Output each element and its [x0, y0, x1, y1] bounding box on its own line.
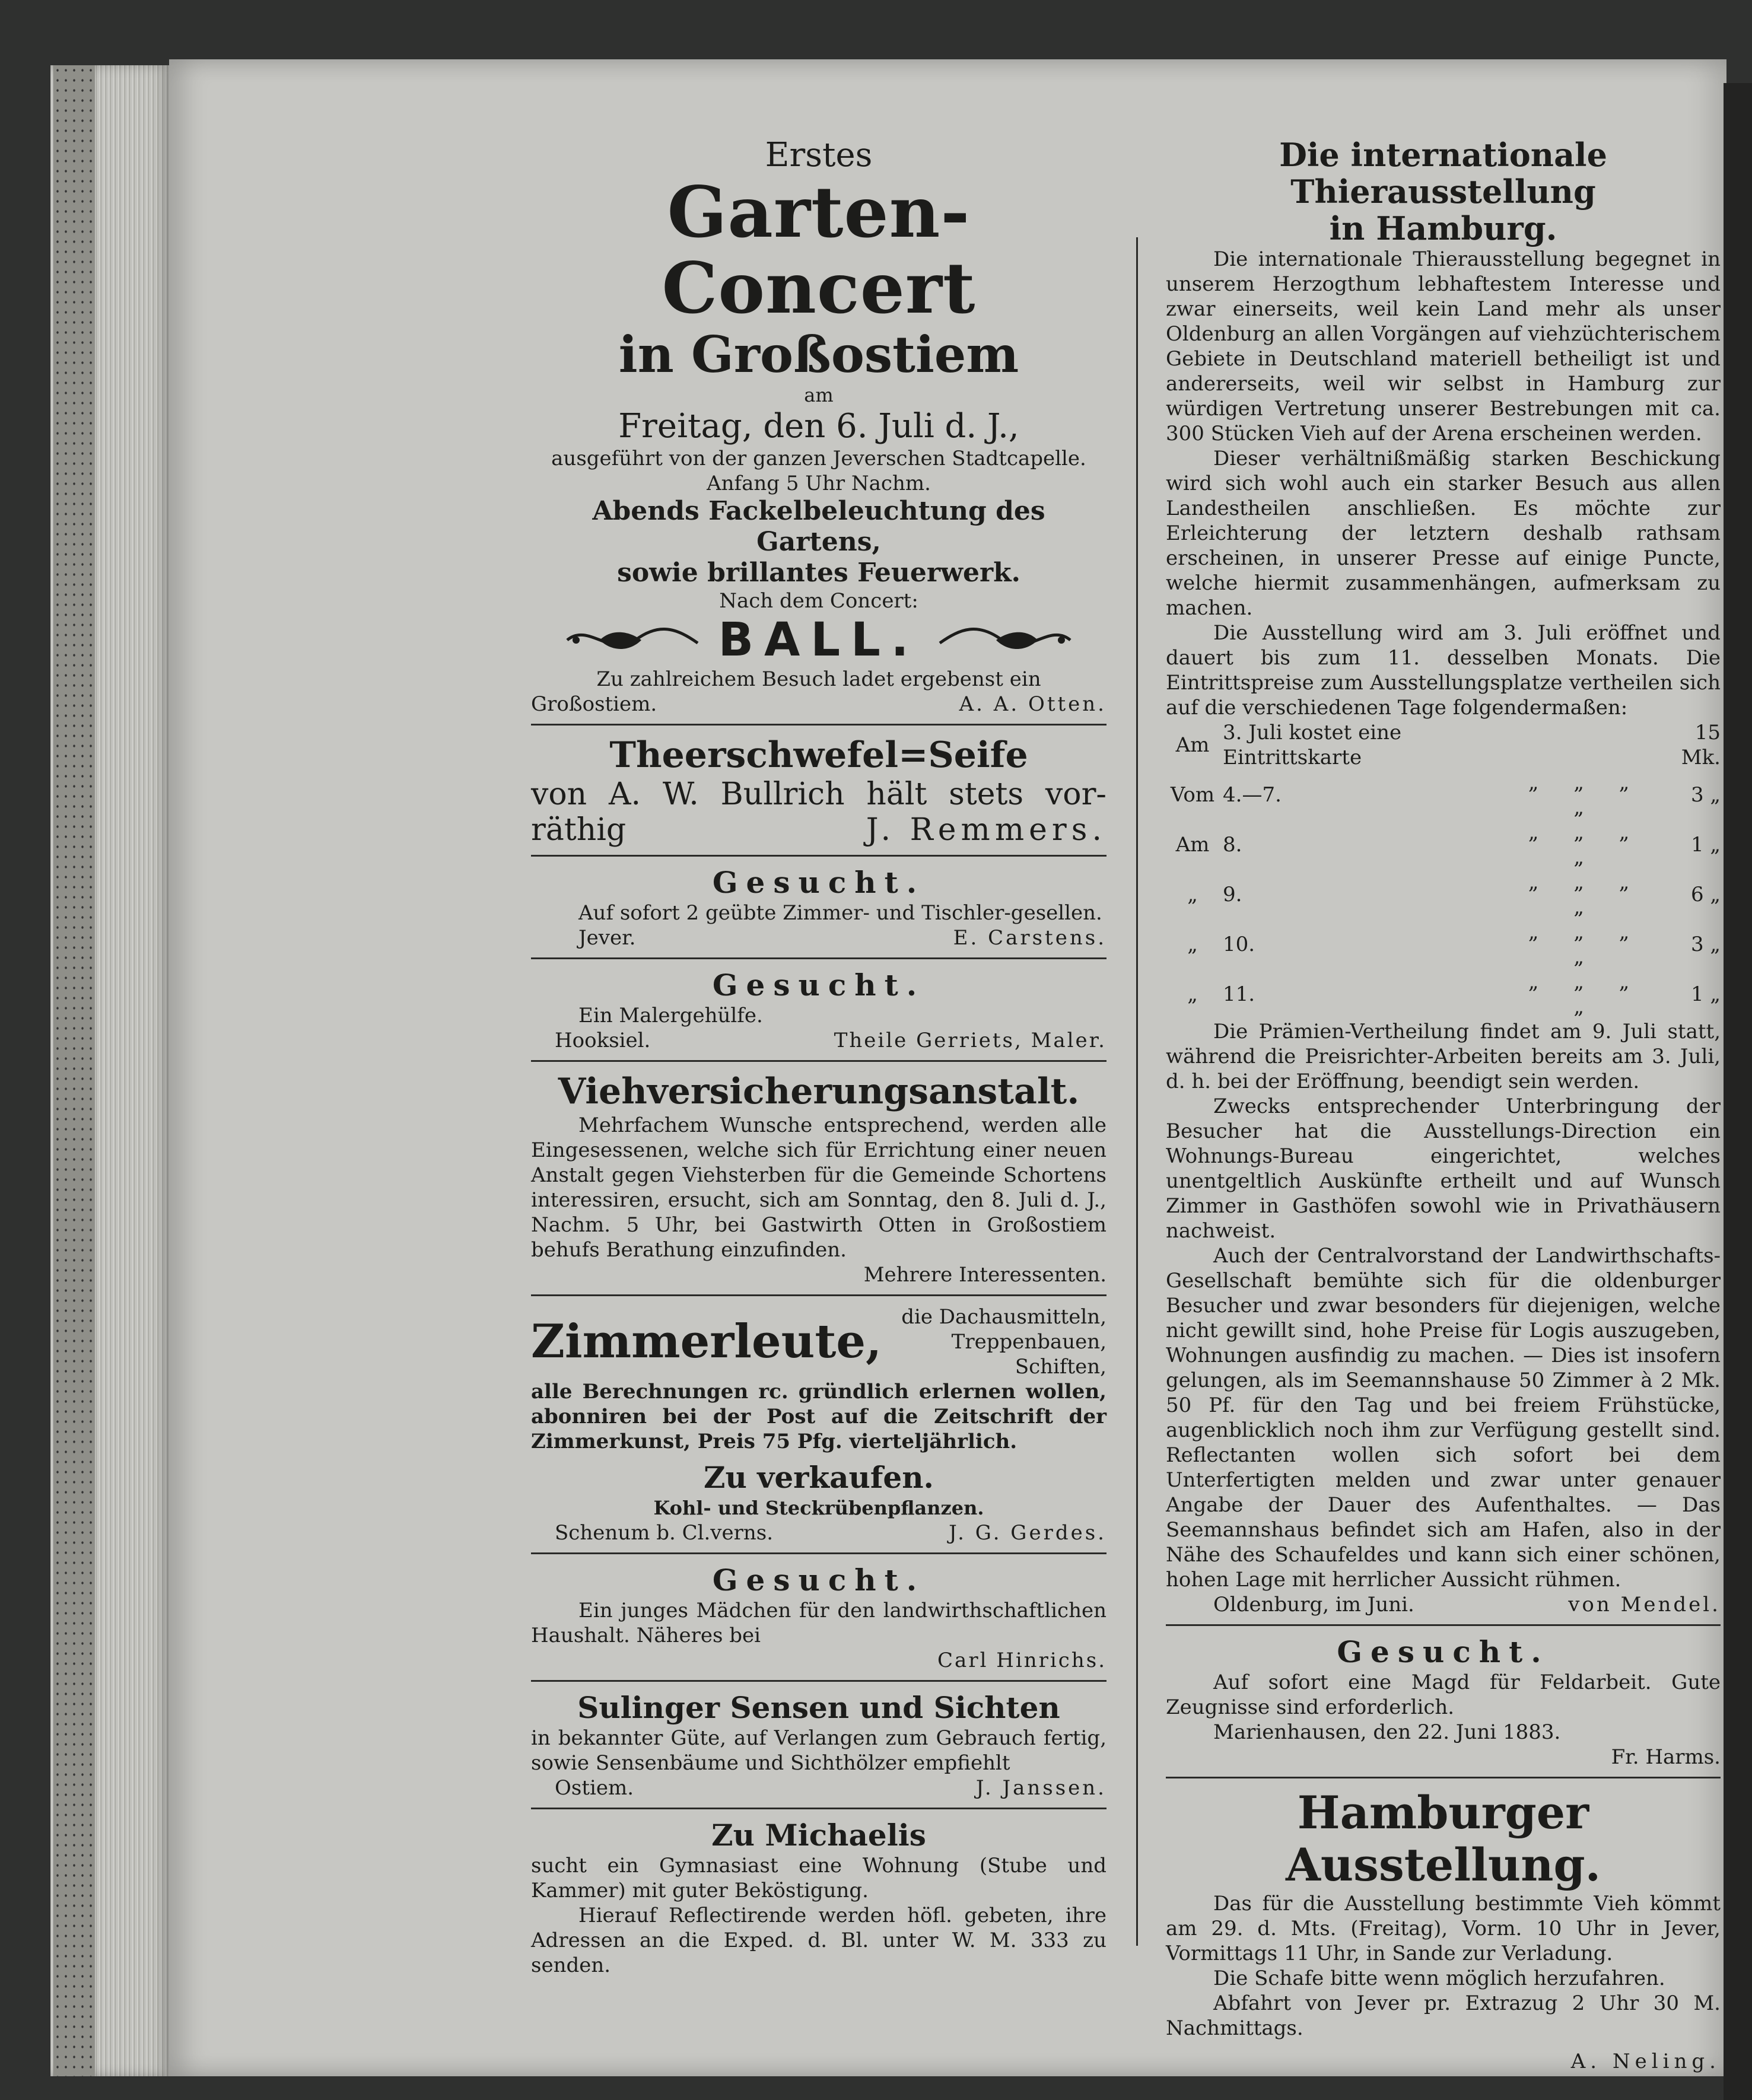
ad-gesucht-2: [531, 968, 1106, 1053]
ad-signature: J. Remmers.: [866, 812, 1106, 848]
ad-title: Viehversicherungsanstalt.: [558, 1071, 1080, 1112]
ad-place: in Großostiem: [618, 325, 1019, 384]
price-day: 10.: [1223, 933, 1255, 956]
ad-signature: Carl Hinrichs.: [937, 1649, 1106, 1672]
ad-invite: Zu zahlreichem Besuch ladet ergebenst ein: [596, 667, 1041, 691]
divider: [531, 1808, 1106, 1809]
price-prefix: Am: [1175, 833, 1210, 857]
ad-text: räthig: [531, 812, 627, 848]
ad-text: Kohl- und Steckrübenpflanzen.: [653, 1497, 984, 1519]
ad-title: Garten-Concert: [662, 171, 976, 329]
ad-title: Gesucht.: [712, 968, 926, 1003]
price-prefix: Am: [1175, 733, 1210, 757]
price-row: [1166, 870, 1721, 919]
ad-signature: Theile Gerriets, Maler.: [834, 1029, 1106, 1052]
ad-location: Schenum b. Cl.verns.: [555, 1521, 774, 1545]
ad-location: Hooksiel.: [555, 1029, 651, 1052]
ad-title: Zimmerleute,: [531, 1315, 882, 1369]
ad-footer: [531, 1776, 1106, 1800]
divider: [1166, 1624, 1721, 1626]
ad-line-1: von A. W. Bullrich hält stets vor-: [531, 777, 1106, 812]
ad-text: Mehrfachem Wunsche entsprechend, werden alle Eingesessenen, welche sich für Errichtung einer neuen Anstalt gegen Viehsterben für die Gemeinde Schortens interessiren, ersucht, sich am Sonntag, den 8. Juli d. J., Nachm. 5 Uhr, bei Gastwirth Otten in Großostiem behufs Berathung einzufinden.: [531, 1113, 1106, 1262]
price-prefix: „: [1187, 933, 1198, 956]
ad-evening-2: sowie brillantes Feuerwerk.: [617, 558, 1020, 588]
ad-title: Sulinger Sensen und Sichten: [577, 1690, 1060, 1725]
divider: [531, 724, 1106, 726]
ball-ornament: [531, 613, 1106, 667]
price-row: [1166, 720, 1721, 770]
ad-zu-verkaufen: [531, 1460, 1106, 1545]
ad-title: Gesucht.: [712, 865, 926, 900]
ad-text-1: Das für die Ausstellung bestimmte Vieh kömmt am 29. d. Mts. (Freitag), Vorm. 10 Uhr in Jever, Vormittags 11 Uhr, in Sande zur Verladung.: [1166, 1892, 1721, 1965]
article-title-2: in Hamburg.: [1329, 209, 1557, 247]
price-ditto: „ „ „ „: [1528, 920, 1644, 969]
ad-title: Gesucht.: [712, 1563, 926, 1598]
article-paragraph: Die internationale Thierausstellung begegnet in unserem Herzogthum lebhaftestem Interesse und zwar einerseits, weil kein Land mehr als unser Oldenburg an allen Vorgängen auf viehzüchterischem Gebiete in Deutschland materiell betheiligt ist und andererseits, weil wir selbst in Hamburg zur würdigen Vertretung unserer Bestrebungen mit ca. 300 Stücken Vieh auf der Arena erscheinen werden.: [1166, 247, 1721, 446]
article-paragraph: Auch der Centralvorstand der Landwirthschafts-Gesellschaft bemühte sich für die oldenburger Besucher und zwar besonders für diejenigen, welche nicht gewillt sind, hohe Preise für Logis auszugeben, Wohnungen ausfindig zu machen. — Dies ist insofern gelungen, als im Seemannshause 50 Zimmer à 2 Mk. 50 Pf. für den Tag und bei freiem Frühstücke, augenblicklich noch ihm zur Verfügung gestellt sind. Reflectanten wollen sich sofort bei dem Unterfertigten melden und zwar unter genauer Angabe der Dauer des Aufenthaltes. — Das Seemannshaus befindet sich am Hafen, also in der Nähe des Schaufeldes und kann sich einer schönen, hohen Lage mit herrlicher Aussicht rühmen.: [1166, 1244, 1721, 1592]
ad-header: [531, 1304, 1106, 1379]
ad-text-2: Die Schafe bitte wenn möglich herzufahren.: [1213, 1967, 1665, 1990]
ad-zimmerleute: [531, 1304, 1106, 1454]
ad-title: Hamburger Ausstellung.: [1285, 1786, 1601, 1891]
flourish-left-icon: [564, 616, 701, 664]
ad-footer: [531, 1520, 1106, 1545]
price-prefix: Vom: [1170, 783, 1215, 807]
price-day: 11.: [1223, 982, 1255, 1006]
ad-signature: A. Neling.: [1570, 2050, 1721, 2073]
ad-text: alle Berechnungen rc. gründlich erlernen wollen, abonniren bei der Post auf die Zeitschrift der Zimmerkunst, Preis 75 Pfg. vierteljährlich.: [531, 1380, 1106, 1453]
price-value: 1 „: [1690, 833, 1721, 857]
article-title-1: Die internationale Thierausstellung: [1279, 136, 1607, 211]
ad-garten-concert: [531, 136, 1106, 717]
ad-line-2: [531, 812, 1106, 848]
book-spine-edge: [53, 65, 95, 2076]
price-row: [1166, 820, 1721, 870]
ad-text-1: sucht ein Gymnasiast eine Wohnung (Stube und Kammer) mit guter Beköstigung.: [531, 1854, 1106, 1902]
ad-location: Marienhausen, den 22. Juni 1883.: [1213, 1720, 1561, 1744]
ad-viehversicherung: [531, 1070, 1106, 1287]
ad-location: Großostiem.: [531, 692, 657, 716]
price-value: 3 „: [1690, 783, 1721, 807]
left-column: [531, 136, 1106, 1978]
ad-text: in bekannter Güte, auf Verlangen zum Gebrauch fertig, sowie Sensenbäume und Sichthölzer empfiehlt: [531, 1726, 1106, 1775]
ad-footer: [531, 1028, 1106, 1053]
ad-title: Zu Michaelis: [711, 1818, 926, 1853]
price-day: 9.: [1223, 883, 1242, 906]
ad-signature: A. A. Otten.: [959, 692, 1106, 716]
price-row: [1166, 919, 1721, 969]
price-ditto: „ „ „ „: [1528, 870, 1644, 919]
ad-signature: J. G. Gerdes.: [949, 1521, 1106, 1545]
ad-seife: [531, 734, 1106, 848]
price-value: 3 „: [1690, 933, 1721, 956]
ad-side-text: die Dachausmitteln, Treppenbauen, Schiften,: [901, 1305, 1106, 1379]
ad-title: Theerschwefel=Seife: [609, 734, 1028, 776]
divider: [531, 957, 1106, 959]
flourish-right-icon: [937, 616, 1073, 664]
right-shadow: [1724, 83, 1752, 2100]
divider: [531, 1680, 1106, 1682]
ad-title: Gesucht.: [1337, 1634, 1550, 1669]
price-ditto: „ „ „ „: [1528, 771, 1644, 819]
divider: [531, 1294, 1106, 1296]
ad-after: Nach dem Concert:: [719, 589, 918, 613]
ad-text-2: Hierauf Reflectirende werden höfl. gebeten, ihre Adressen an die Exped. d. Bl. unter W. M. 333 zu senden.: [531, 1904, 1106, 1977]
ad-hamburger-ausstellung: [1166, 1787, 1721, 2074]
article-paragraph: Die Ausstellung wird am 3. Juli eröffnet und dauert bis zum 11. desselben Monats. Die Eintrittspreise zum Ausstellungsplatze vertheilen sich auf die verschiedenen Tage folgendermaßen:: [1166, 621, 1721, 720]
ad-signature: E. Carstens.: [953, 926, 1106, 950]
ad-gesucht-1: [531, 865, 1106, 950]
right-column: [1166, 136, 1721, 2074]
article-location: Oldenburg, im Juni.: [1213, 1593, 1414, 1617]
ad-text: Auf sofort eine Magd für Feldarbeit. Gute Zeugnisse sind erforderlich.: [1166, 1671, 1721, 1719]
ad-pre: Erstes: [765, 136, 873, 174]
price-prefix: „: [1187, 883, 1198, 906]
ad-signature: J. Janssen.: [975, 1776, 1106, 1800]
price-ditto: „ „ „ „: [1528, 970, 1644, 1019]
ad-title: Zu verkaufen.: [704, 1460, 934, 1495]
ad-text-3: Abfahrt von Jever pr. Extrazug 2 Uhr 30 M. Nachmittags.: [1166, 1991, 1721, 2040]
price-prefix: „: [1187, 982, 1198, 1006]
ad-signature: Mehrere Interessenten.: [863, 1263, 1106, 1287]
ad-location: Ostiem.: [555, 1776, 634, 1800]
article-thierausstellung: [1166, 136, 1721, 1617]
divider: [531, 1060, 1106, 1062]
ad-sulinger: [531, 1690, 1106, 1800]
ball-label: BALL.: [718, 613, 920, 667]
price-row: [1166, 969, 1721, 1019]
ad-text: Ein junges Mädchen für den landwirthschaftlichen Haushalt. Näheres bei: [531, 1599, 1106, 1647]
article-signature: von Mendel.: [1568, 1593, 1721, 1617]
ad-signature: Fr. Harms.: [1611, 1745, 1721, 1769]
ad-gesucht-4: [1166, 1634, 1721, 1770]
ad-michaelis: [531, 1818, 1106, 1978]
ad-am: am: [804, 384, 834, 406]
ad-evening-1: Abends Fackelbeleuchtung des Gartens,: [592, 496, 1045, 557]
ad-gesucht-3: [531, 1563, 1106, 1673]
price-value: 1 „: [1690, 982, 1721, 1006]
price-day: 3. Juli kostet eine Eintrittskarte: [1223, 721, 1402, 769]
price-row: [1166, 770, 1721, 820]
ad-date: Freitag, den 6. Juli d. J.,: [618, 407, 1019, 446]
divider: [531, 1552, 1106, 1554]
price-table: [1166, 720, 1721, 1019]
ad-text: Auf sofort 2 geübte Zimmer- und Tischler-gesellen.: [578, 901, 1102, 925]
ad-performers: ausgeführt von der ganzen Jeverschen Stadtcapelle.: [551, 447, 1086, 470]
divider: [531, 855, 1106, 857]
article-paragraph: Dieser verhältnißmäßig starken Beschickung wird sich wohl auch ein starker Besuch aus allen Landestheilen anschließen. Es möchte zur Erleichterung der letztern deshalb rathsam erscheinen, in unserer Presse auf einige Puncte, welche hiermit zusammenhängen, aufmerksam zu machen.: [1166, 447, 1721, 620]
divider: [1166, 1777, 1721, 1778]
price-ditto: „ „ „ „: [1528, 820, 1644, 869]
price-ditto: [1516, 720, 1655, 770]
ad-footer: [531, 925, 1106, 950]
price-value: 6 „: [1690, 883, 1721, 906]
article-footer: [1166, 1592, 1721, 1617]
column-divider: [1136, 237, 1138, 1946]
price-value: 15 Mk.: [1681, 721, 1721, 769]
price-day: 4.—7.: [1223, 783, 1282, 807]
price-day: 8.: [1223, 833, 1242, 857]
ad-start: Anfang 5 Uhr Nachm.: [707, 472, 931, 495]
ad-location: Jever.: [578, 926, 636, 950]
article-paragraph: Die Prämien-Vertheilung findet am 9. Juli statt, während die Preisrichter-Arbeiten bereits am 3. Juli, d. h. bei der Eröffnung, beendigt sein werden.: [1166, 1020, 1721, 1093]
article-paragraph: Zwecks entsprechender Unterbringung der Besucher hat die Ausstellungs-Direction ein Wohnungs-Bureau eingerichtet, welches unentgeltlich Auskünfte ertheilt und auf Wunsch Zimmer in Gasthöfen sowohl wie in Privathäusern nachweist.: [1166, 1094, 1721, 1243]
ad-text: Ein Malergehülfe.: [578, 1004, 763, 1027]
ad-footer: [531, 692, 1106, 717]
